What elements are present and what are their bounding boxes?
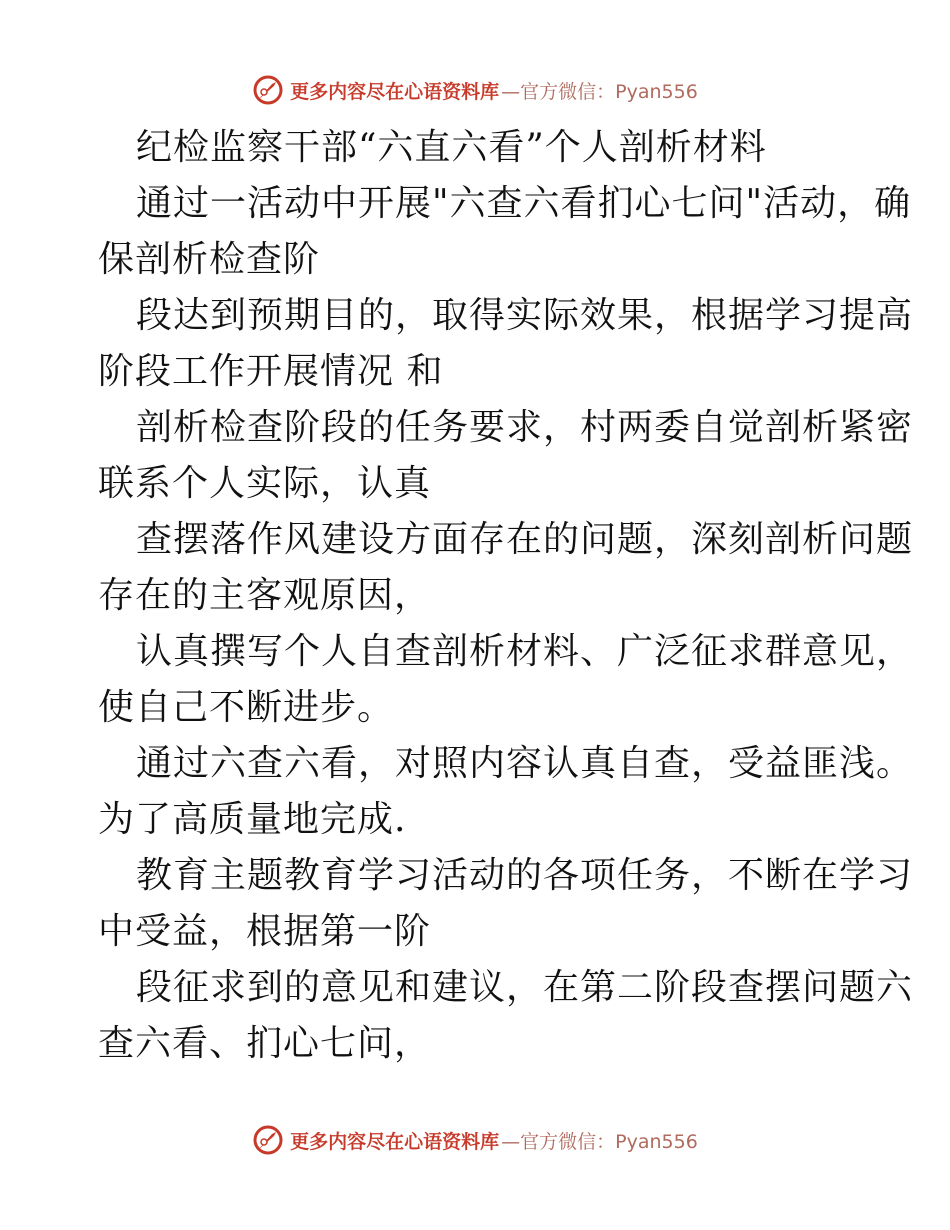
footer-banner bbox=[0, 1120, 950, 1160]
paragraph-line: 保剖析检查阶 bbox=[98, 239, 321, 280]
paragraph-line: 使自己不断进步。 bbox=[98, 687, 395, 728]
paragraph-line: 中受益，根据第一阶 bbox=[98, 911, 432, 952]
paragraph-line: 段达到预期目的，取得实际效果，根据学习提高 bbox=[136, 295, 914, 336]
banner-title: 更多内容尽在心语资料库 bbox=[290, 1130, 500, 1153]
quill-logo-icon bbox=[252, 74, 284, 106]
paragraph-line: 剖析检查阶段的任务要求，村两委自觉剖析紧密 bbox=[136, 407, 914, 448]
paragraph-line: 存在的主客观原因， bbox=[98, 575, 432, 616]
document-body bbox=[98, 120, 914, 1072]
banner-contact: —官方微信：Pyan556 bbox=[501, 80, 698, 103]
paragraph-line: 为了高质量地完成. bbox=[98, 799, 407, 840]
paragraph-line: 查六看、扪心七问， bbox=[98, 1023, 432, 1064]
banner-title: 更多内容尽在心语资料库 bbox=[290, 80, 500, 103]
banner-contact: —官方微信：Pyan556 bbox=[501, 1130, 698, 1153]
paragraph-line: 通过六查六看，对照内容认真自查，受益匪浅。 bbox=[136, 743, 914, 784]
paragraph-line: 段征求到的意见和建议，在第二阶段查摆问题六 bbox=[136, 967, 914, 1008]
paragraph-line: 通过一活动中开展"六查六看扪心七问"活动，确 bbox=[136, 183, 912, 224]
paragraph-line: 认真撰写个人自查剖析材料、广泛征求群意见， bbox=[136, 631, 914, 672]
paragraph-line: 联系个人实际，认真 bbox=[98, 463, 432, 504]
paragraph-line: 查摆落作风建设方面存在的问题，深刻剖析问题 bbox=[136, 519, 914, 560]
paragraph-line: 教育主题教育学习活动的各项任务，不断在学习 bbox=[136, 855, 914, 896]
header-banner bbox=[0, 70, 950, 110]
doc-title: 纪检监察干部“六直六看”个人剖析材料 bbox=[136, 127, 767, 168]
paragraph-line: 阶段工作开展情况 和 bbox=[98, 351, 444, 392]
quill-logo-icon bbox=[252, 1124, 284, 1156]
